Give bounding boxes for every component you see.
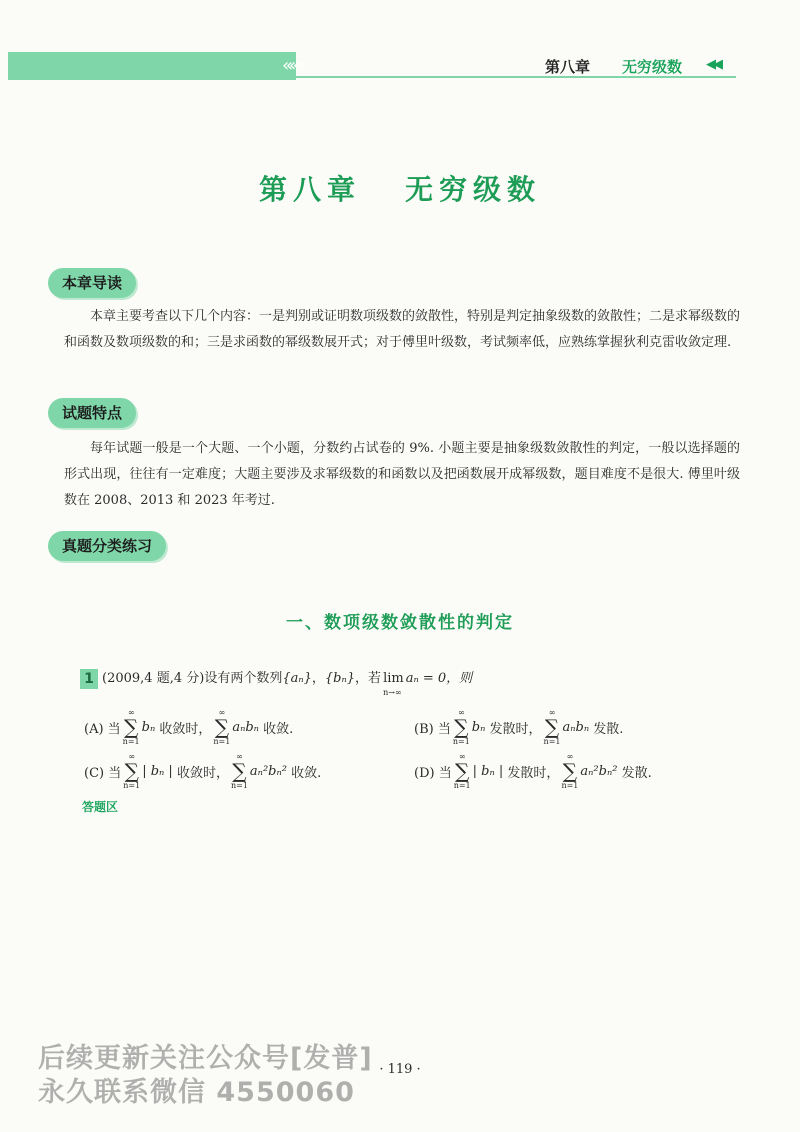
- question-stem-text: 设有两个数列: [204, 671, 283, 686]
- option-b: (B) 当 ∞ ∑ n=1 bₙ 发散时， ∞ ∑ n=1 aₙbₙ 发散.: [414, 708, 624, 746]
- sigma-icon: ∞ ∑ n=1: [122, 708, 140, 746]
- sigma-icon: ∞ ∑ n=1: [230, 752, 248, 790]
- subsection-heading: 一、数项级数敛散性的判定: [286, 613, 514, 633]
- limit-subscript: n→∞: [383, 688, 402, 697]
- option-d: (D) 当 ∞ ∑ n=1 | bₙ | 发散时， ∞ ∑ n=1 aₙ²bₙ² 发散.: [414, 752, 652, 790]
- header-chevrons-icon: «««: [282, 55, 304, 76]
- question-source: (2009,4 题,4 分): [102, 671, 205, 686]
- header-arrows-icon: ◀◀: [706, 57, 720, 72]
- header-chapter: 第八章: [545, 58, 591, 76]
- sigma-icon: ∞ ∑ n=1: [213, 708, 231, 746]
- chapter-title: [0, 168, 800, 208]
- option-a: (A) 当 ∞ ∑ n=1 bₙ 收敛时， ∞ ∑ n=1 aₙbₙ 收敛.: [84, 708, 294, 746]
- sigma-icon: ∞ ∑ n=1: [452, 708, 470, 746]
- sigma-icon: ∞ ∑ n=1: [453, 752, 471, 790]
- page-number: · 119 ·: [379, 1062, 421, 1077]
- watermark-line-2: 永久联系微信 4550060: [38, 1077, 355, 1108]
- watermark-line-1: 后续更新关注公众号[发普]: [38, 1043, 373, 1074]
- answer-area-label: 答题区: [82, 800, 119, 814]
- chapter-title-number: 第八章: [258, 173, 361, 206]
- sequence-a: {aₙ}: [282, 671, 312, 686]
- header-bar: [8, 52, 296, 80]
- question-number-badge: 1: [80, 669, 98, 689]
- question-stem: [80, 668, 473, 697]
- section-tab-features: 试题特点: [48, 398, 136, 428]
- sigma-icon: ∞ ∑ n=1: [543, 708, 561, 746]
- sequence-b: {bₙ}: [324, 671, 356, 686]
- sigma-icon: ∞ ∑ n=1: [123, 752, 141, 790]
- header-topic: 无穷级数: [622, 58, 683, 76]
- condition-prefix: ，若: [355, 671, 382, 686]
- features-paragraph: 每年试题一般是一个大题、一个小题，分数约占试卷的 9%. 小题主要是抽象级数敛散性的判定，一般以选择题的形式出现，往往有一定难度；大题主要涉及求幂级数的和函数以及把函数展开成幂级数，题目难度不是很大. 傅里叶级数在 2008、2013 和 2023 年考过.: [64, 441, 740, 508]
- section-tab-practice: 真题分类练习: [48, 531, 166, 561]
- option-c: (C) 当 ∞ ∑ n=1 | bₙ | 收敛时， ∞ ∑ n=1 aₙ²bₙ² 收敛.: [84, 752, 322, 790]
- section-tab-guide: 本章导读: [48, 268, 136, 298]
- limit-expression: aₙ = 0，则: [405, 671, 473, 686]
- limit-operator: lim n→∞: [383, 668, 404, 690]
- sequence-comma: ，: [311, 671, 325, 686]
- guide-paragraph: 本章主要考查以下几个内容：一是判别或证明数项级数的敛散性，特别是判定抽象级数的敛散性；二是求幂级数的和函数及数项级数的和；三是求函数的幂级数展开式；对于傅里叶级数，考试频率低，应熟练掌握狄利克雷收敛定理.: [64, 309, 741, 350]
- sigma-icon: ∞ ∑ n=1: [561, 752, 579, 790]
- chapter-title-name: 无穷级数: [405, 173, 542, 206]
